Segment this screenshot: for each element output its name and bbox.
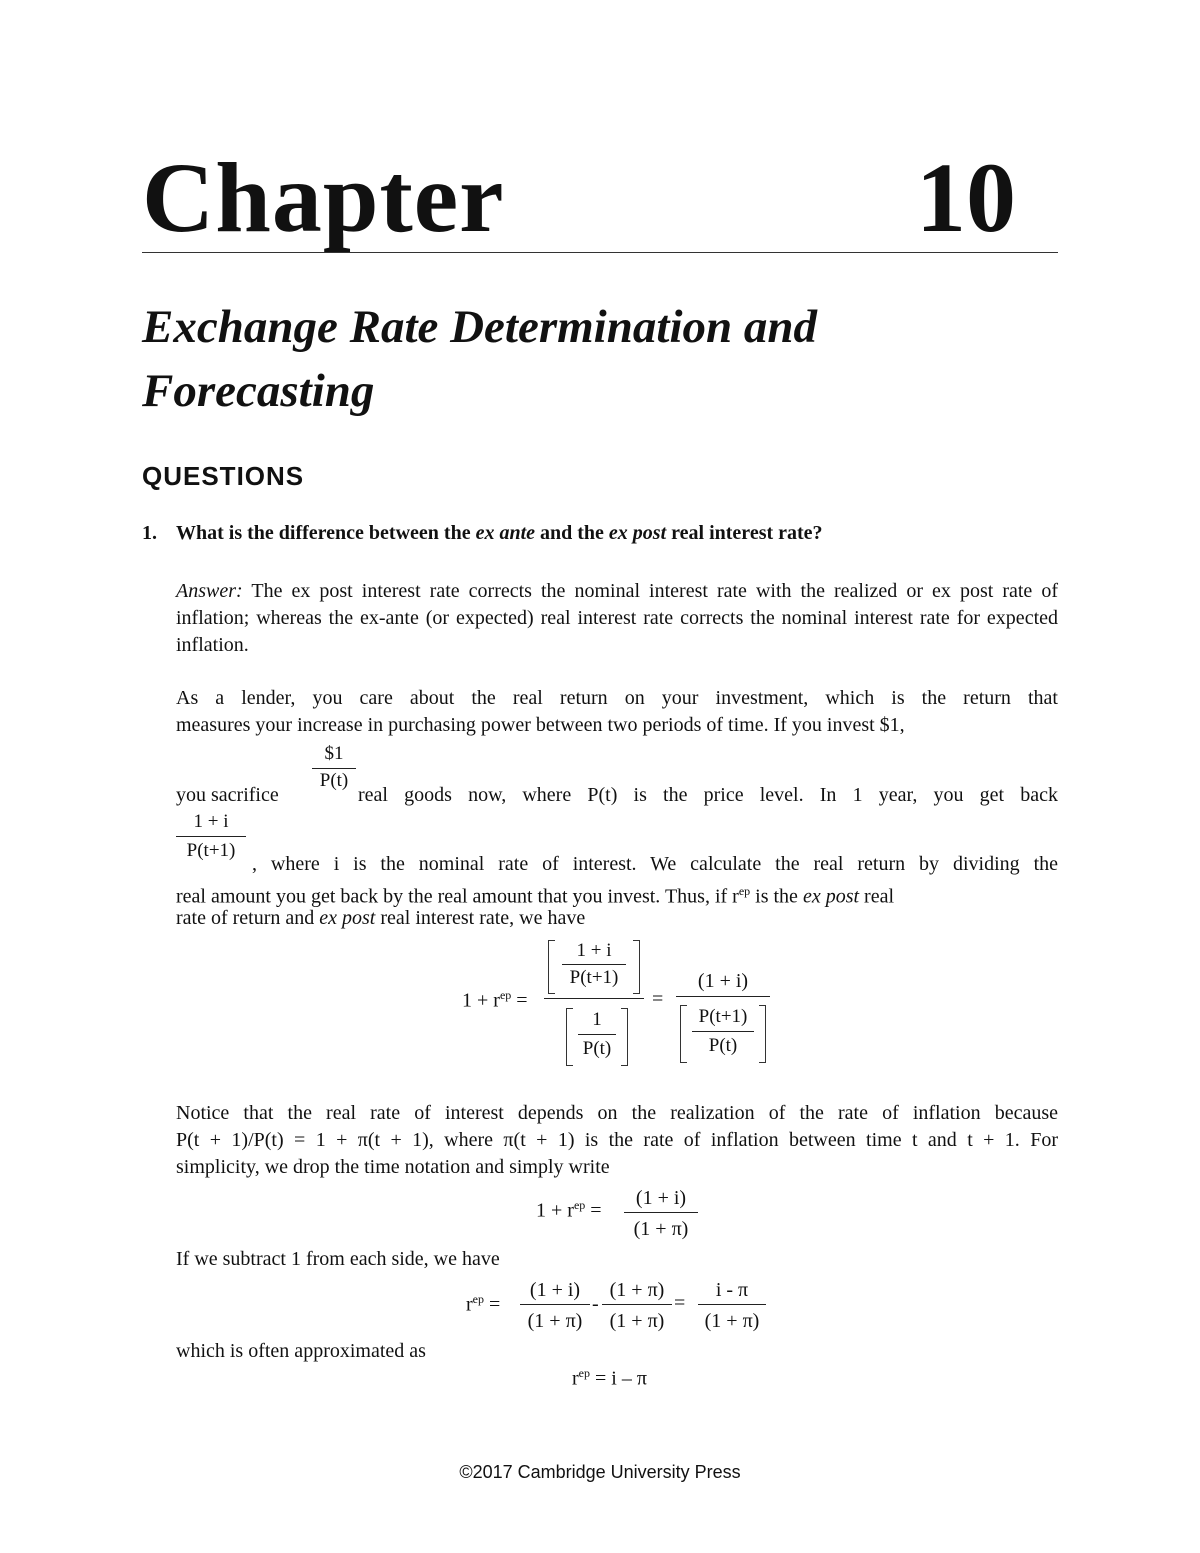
eq1-den-num: 1 [578, 1006, 616, 1035]
fraction-dollar-den: P(t) [319, 770, 349, 791]
eq1-rhs [676, 966, 770, 1060]
question-ex-post: ex post [608, 522, 667, 544]
eq3-minus: - [592, 1293, 599, 1315]
chapter-title-line2: Forecasting [142, 365, 375, 417]
eq1-den-den: P(t) [582, 1038, 612, 1059]
eq3-f3-num: i - π [698, 1276, 766, 1305]
eq3-fraction-1 [520, 1276, 590, 1337]
para2-sacrifice-post: real goods now, where P(t) is the price level. In 1 year, you get back [358, 784, 1058, 806]
eq1-lhs [462, 988, 528, 1013]
eq3-f1-den: (1 + π) [527, 1310, 583, 1332]
eq3-lhs-sup: ep [472, 1292, 484, 1306]
chapter-title [142, 295, 1042, 423]
fraction-return-num: 1 + i [176, 810, 246, 837]
question-text-pre: What is the difference between the [176, 522, 476, 544]
para5: which is often approximated as [176, 1340, 426, 1362]
fraction-return-over-pt1 [176, 810, 246, 865]
para2-line6-post: real interest rate, we have [375, 907, 586, 929]
eq3-lhs-text: r [466, 1293, 473, 1316]
para2-line1: As a lender, you care about the real return on your investment, which is the return that [176, 687, 1058, 709]
eq2-lhs-sup: ep [573, 1198, 586, 1212]
eq1-num-den: P(t+1) [569, 967, 619, 988]
eq4-lhs: r [572, 1367, 579, 1390]
eq3-lhs [466, 1292, 500, 1317]
para2-line6-italic: ex post [319, 907, 376, 929]
eq1-big-denominator [566, 1006, 628, 1063]
question-number: 1. [142, 522, 157, 544]
eq3-fraction-3 [698, 1276, 766, 1337]
eq4-sup: ep [578, 1366, 590, 1380]
chapter-label: Chapter [142, 142, 505, 253]
eq2-lhs [536, 1198, 602, 1223]
chapter-rule [142, 252, 1058, 253]
para2-line5-pre: real amount you get back by the real amount that you invest. Thus, if r [176, 885, 739, 908]
eq1-lhs-text: 1 + r [462, 989, 500, 1012]
answer-label: Answer: [176, 580, 243, 602]
eq4-rhs: = i – π [590, 1367, 647, 1390]
para2-line5-sup: ep [738, 884, 751, 898]
para3-line2: P(t + 1)/P(t) = 1 + π(t + 1), where π(t + 1) is the rate of inflation between time t and t + 1. For [176, 1129, 1058, 1151]
para2-line5-post: real [859, 885, 895, 908]
eq2-equals: = [590, 1199, 602, 1222]
chapter-number: 10 [916, 142, 1016, 253]
answer-text: The ex post interest rate corrects the nominal interest rate with the realized or ex post rate of inflation; whereas the ex-ante (or expected) real interest rate corrects the nominal interest rate for expected inflation. [176, 580, 1058, 656]
eq2-fraction [624, 1184, 698, 1245]
question-text [176, 522, 1056, 545]
question-text-mid: and the [535, 522, 609, 544]
para3-line3: simplicity, we drop the time notation and simply write [176, 1156, 610, 1178]
eq3-f1-num: (1 + i) [520, 1276, 590, 1305]
para2-line2: measures your increase in purchasing power between two periods of time. If you invest $1, [176, 714, 905, 736]
eq3-equals: = [489, 1293, 501, 1316]
eq2-num: (1 + i) [624, 1184, 698, 1213]
para2-sacrifice-pre: you sacrifice [176, 784, 279, 806]
eq1-lhs-sup: ep [499, 988, 512, 1002]
eq1-big-numerator [548, 938, 640, 991]
eq3-f2-den: (1 + π) [609, 1310, 665, 1332]
eq3-f3-den: (1 + π) [704, 1310, 760, 1332]
fraction-dollar-num: $1 [312, 742, 356, 769]
para2-line4: , where i is the nominal rate of interest. We calculate the real return by dividing the [252, 853, 1058, 875]
para2-line5-italic: ex post [802, 885, 860, 908]
para2-line6 [176, 905, 1058, 932]
para2-line6-pre: rate of return and [176, 907, 320, 929]
eq1-rhs-den-den: P(t) [708, 1035, 738, 1056]
eq1-num-num: 1 + i [562, 938, 626, 965]
eq1-rhs-den-num: P(t+1) [692, 1003, 754, 1032]
eq3-fraction-2 [602, 1276, 672, 1337]
para4: If we subtract 1 from each side, we have [176, 1248, 500, 1270]
eq1-main-bar [544, 998, 644, 999]
equation-4 [572, 1366, 647, 1391]
fraction-return-den: P(t+1) [186, 840, 236, 861]
eq3-equals-2: = [674, 1292, 686, 1314]
eq1-equals-2: = [652, 988, 664, 1010]
eq2-lhs-text: 1 + r [536, 1199, 574, 1222]
section-heading: QUESTIONS [142, 461, 305, 491]
para2-line5-mid: is the [750, 885, 803, 908]
chapter-title-line1: Exchange Rate Determination and [142, 301, 818, 353]
answer-paragraph [176, 578, 1058, 659]
para3-line1: Notice that the real rate of interest depends on the realization of the rate of inflation because [176, 1102, 1058, 1124]
page-footer: ©2017 Cambridge University Press [459, 1462, 741, 1482]
eq2-den: (1 + π) [633, 1218, 689, 1240]
eq3-f2-num: (1 + π) [602, 1276, 672, 1305]
question-text-post: real interest rate? [666, 522, 823, 544]
eq1-equals: = [516, 989, 528, 1012]
eq1-rhs-num: (1 + i) [676, 966, 770, 997]
question-ex-ante: ex ante [475, 522, 536, 544]
